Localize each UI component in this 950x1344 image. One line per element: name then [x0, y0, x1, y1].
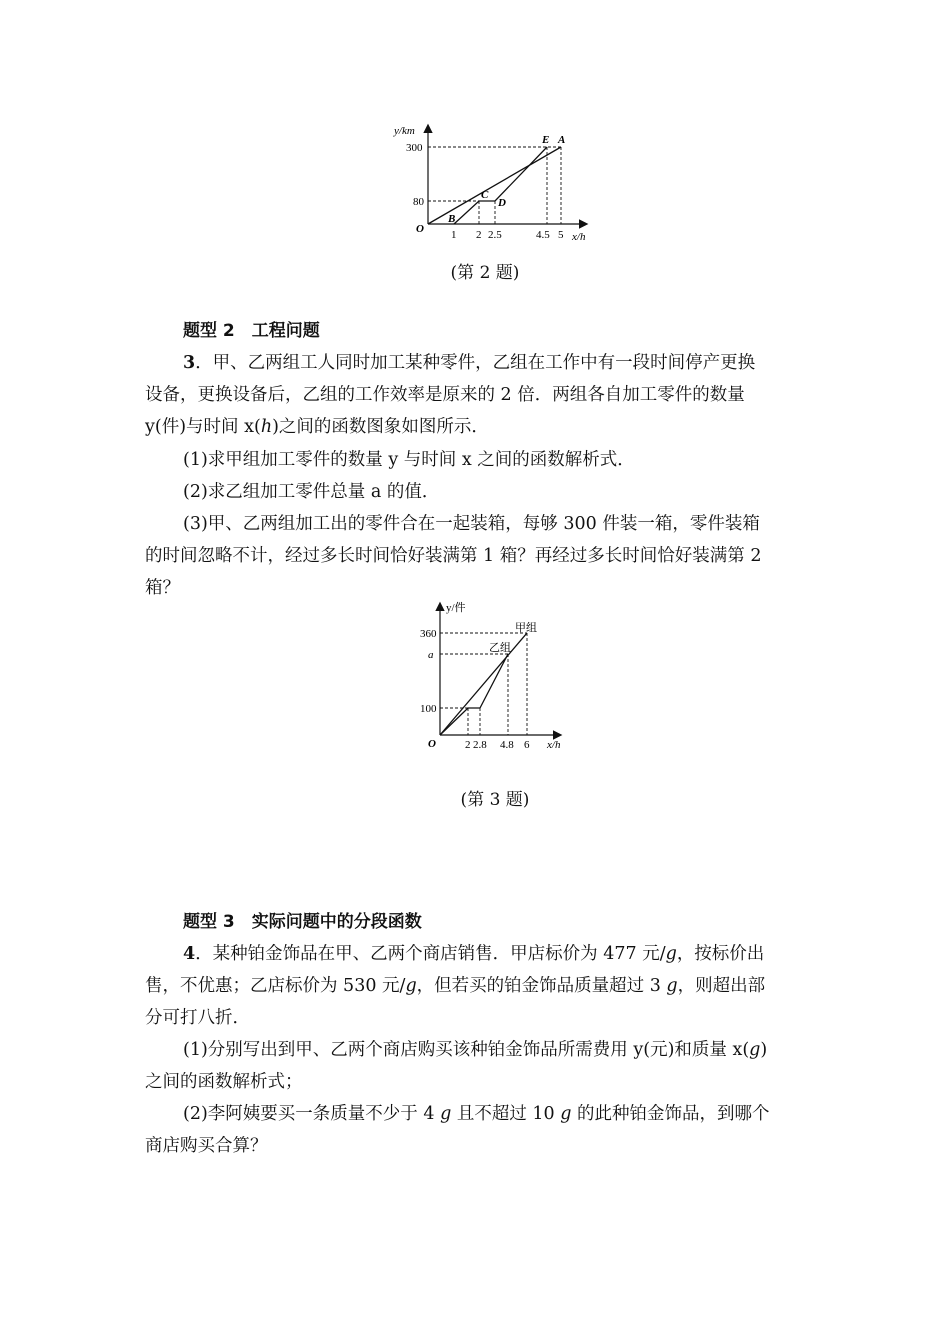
label-yi-zu: 乙组 — [489, 642, 511, 654]
figure-2-caption: (第 2 题) — [450, 263, 520, 283]
q4-text-2c: ，则超出部 — [677, 976, 766, 996]
q4-part-2-cont: 商店购买合算？ — [145, 1136, 268, 1156]
fig3-xtick-28: 2.8 — [473, 739, 487, 751]
point-A: A — [558, 134, 566, 146]
q4-line-1 — [183, 943, 764, 965]
q4-number: 4 — [183, 944, 196, 964]
q3-part-3-cont-2: 箱？ — [145, 578, 180, 598]
q4-part-2 — [183, 1103, 770, 1125]
fig3-xlabel: x/h — [547, 739, 561, 751]
q4-text-1b: ，按标价出 — [676, 944, 765, 964]
fig2-ytick-300: 300 — [406, 142, 423, 154]
line-jia — [440, 633, 527, 735]
q4-text-6a: (2)李阿姨要买一条质量不少于 4 — [183, 1104, 441, 1124]
q3-line-1 — [183, 352, 755, 374]
point-E: E — [542, 134, 550, 146]
unit-g: g — [440, 1104, 452, 1124]
q4-part-1 — [183, 1039, 767, 1061]
line-BCDE — [454, 147, 547, 224]
q3-text-3b: h — [260, 417, 273, 437]
fig2-ytick-80: 80 — [413, 196, 424, 208]
point-B: B — [448, 213, 456, 225]
q3-part-2: (2)求乙组加工零件总量 a 的值． — [183, 482, 440, 502]
fig2-xtick-45: 4.5 — [536, 229, 550, 241]
fig3-ylabel: y/件 — [446, 602, 466, 614]
fig3-ytick-100: 100 — [420, 703, 437, 715]
fig3-xtick-48: 4.8 — [500, 739, 514, 751]
q4-text-6c: 的此种铂金饰品，到哪个 — [571, 1104, 770, 1124]
fig3-xtick-2: 2 — [465, 739, 471, 751]
fig2-origin: O — [416, 223, 424, 235]
q4-text-1a: ．某种铂金饰品在甲、乙两个商店销售．甲店标价为 477 元/ — [195, 944, 666, 964]
q3-part-3-cont-1: 的时间忽略不计，经过多长时间恰好装满第 1 箱？再经过多长时间恰好装满第 2 — [145, 546, 762, 566]
point-C: C — [481, 189, 489, 201]
fig3-ytick-a: a — [428, 649, 434, 661]
fig3-xtick-6: 6 — [524, 739, 530, 751]
q3-text-3c: )之间的函数图象如图所示． — [272, 417, 489, 437]
q3-line-3 — [145, 416, 489, 438]
q4-part-1-cont: 之间的函数解析式； — [145, 1072, 303, 1092]
fig3-ytick-360: 360 — [420, 628, 437, 640]
label-jia-zu: 甲组 — [515, 622, 537, 634]
fig2-ylabel: y/km — [394, 125, 415, 137]
q4-text-2b: ，但若买的铂金饰品质量超过 3 — [416, 976, 667, 996]
q4-text-6b: 且不超过 10 — [451, 1104, 561, 1124]
q3-text-3a: y(件)与时间 x( — [145, 417, 261, 437]
q3-line-2: 设备，更换设备后，乙组的工作效率是原来的 2 倍．两组各自加工零件的数量 — [145, 385, 745, 405]
unit-g: g — [405, 976, 417, 996]
q3-part-3: (3)甲、乙两组加工出的零件合在一起装箱，每够 300 件装一箱，零件装箱 — [183, 514, 760, 534]
figure-3-caption: (第 3 题) — [460, 790, 530, 810]
q4-line-2 — [145, 975, 765, 997]
q4-text-4b: ) — [760, 1040, 768, 1060]
fig2-xtick-5: 5 — [558, 229, 564, 241]
unit-g: g — [749, 1040, 761, 1060]
fig2-xlabel: x/h — [572, 231, 586, 243]
unit-g: g — [666, 976, 678, 996]
fig3-origin: O — [428, 738, 436, 750]
q3-number: 3 — [183, 353, 196, 373]
section-3-heading: 题型 3 实际问题中的分段函数 — [183, 912, 422, 932]
q3-part-1: (1)求甲组加工零件的数量 y 与时间 x 之间的函数解析式． — [183, 450, 635, 470]
figure-2-graph — [380, 118, 600, 248]
fig2-xtick-1: 1 — [451, 229, 457, 241]
fig2-xtick-25: 2.5 — [488, 229, 502, 241]
q4-line-3: 分可打八折． — [145, 1008, 250, 1028]
figure-3-graph — [410, 598, 580, 758]
q3-text-1: ．甲、乙两组工人同时加工某种零件，乙组在工作中有一段时间停产更换 — [195, 353, 756, 373]
q4-text-4a: (1)分别写出到甲、乙两个商店购买该种铂金饰品所需费用 y(元)和质量 x( — [183, 1040, 750, 1060]
unit-g: g — [560, 1104, 572, 1124]
section-2-heading: 题型 2 工程问题 — [183, 321, 320, 341]
fig2-xtick-2: 2 — [476, 229, 482, 241]
point-D: D — [498, 197, 506, 209]
unit-g: g — [665, 944, 677, 964]
q4-text-2a: 售，不优惠；乙店标价为 530 元/ — [145, 976, 406, 996]
